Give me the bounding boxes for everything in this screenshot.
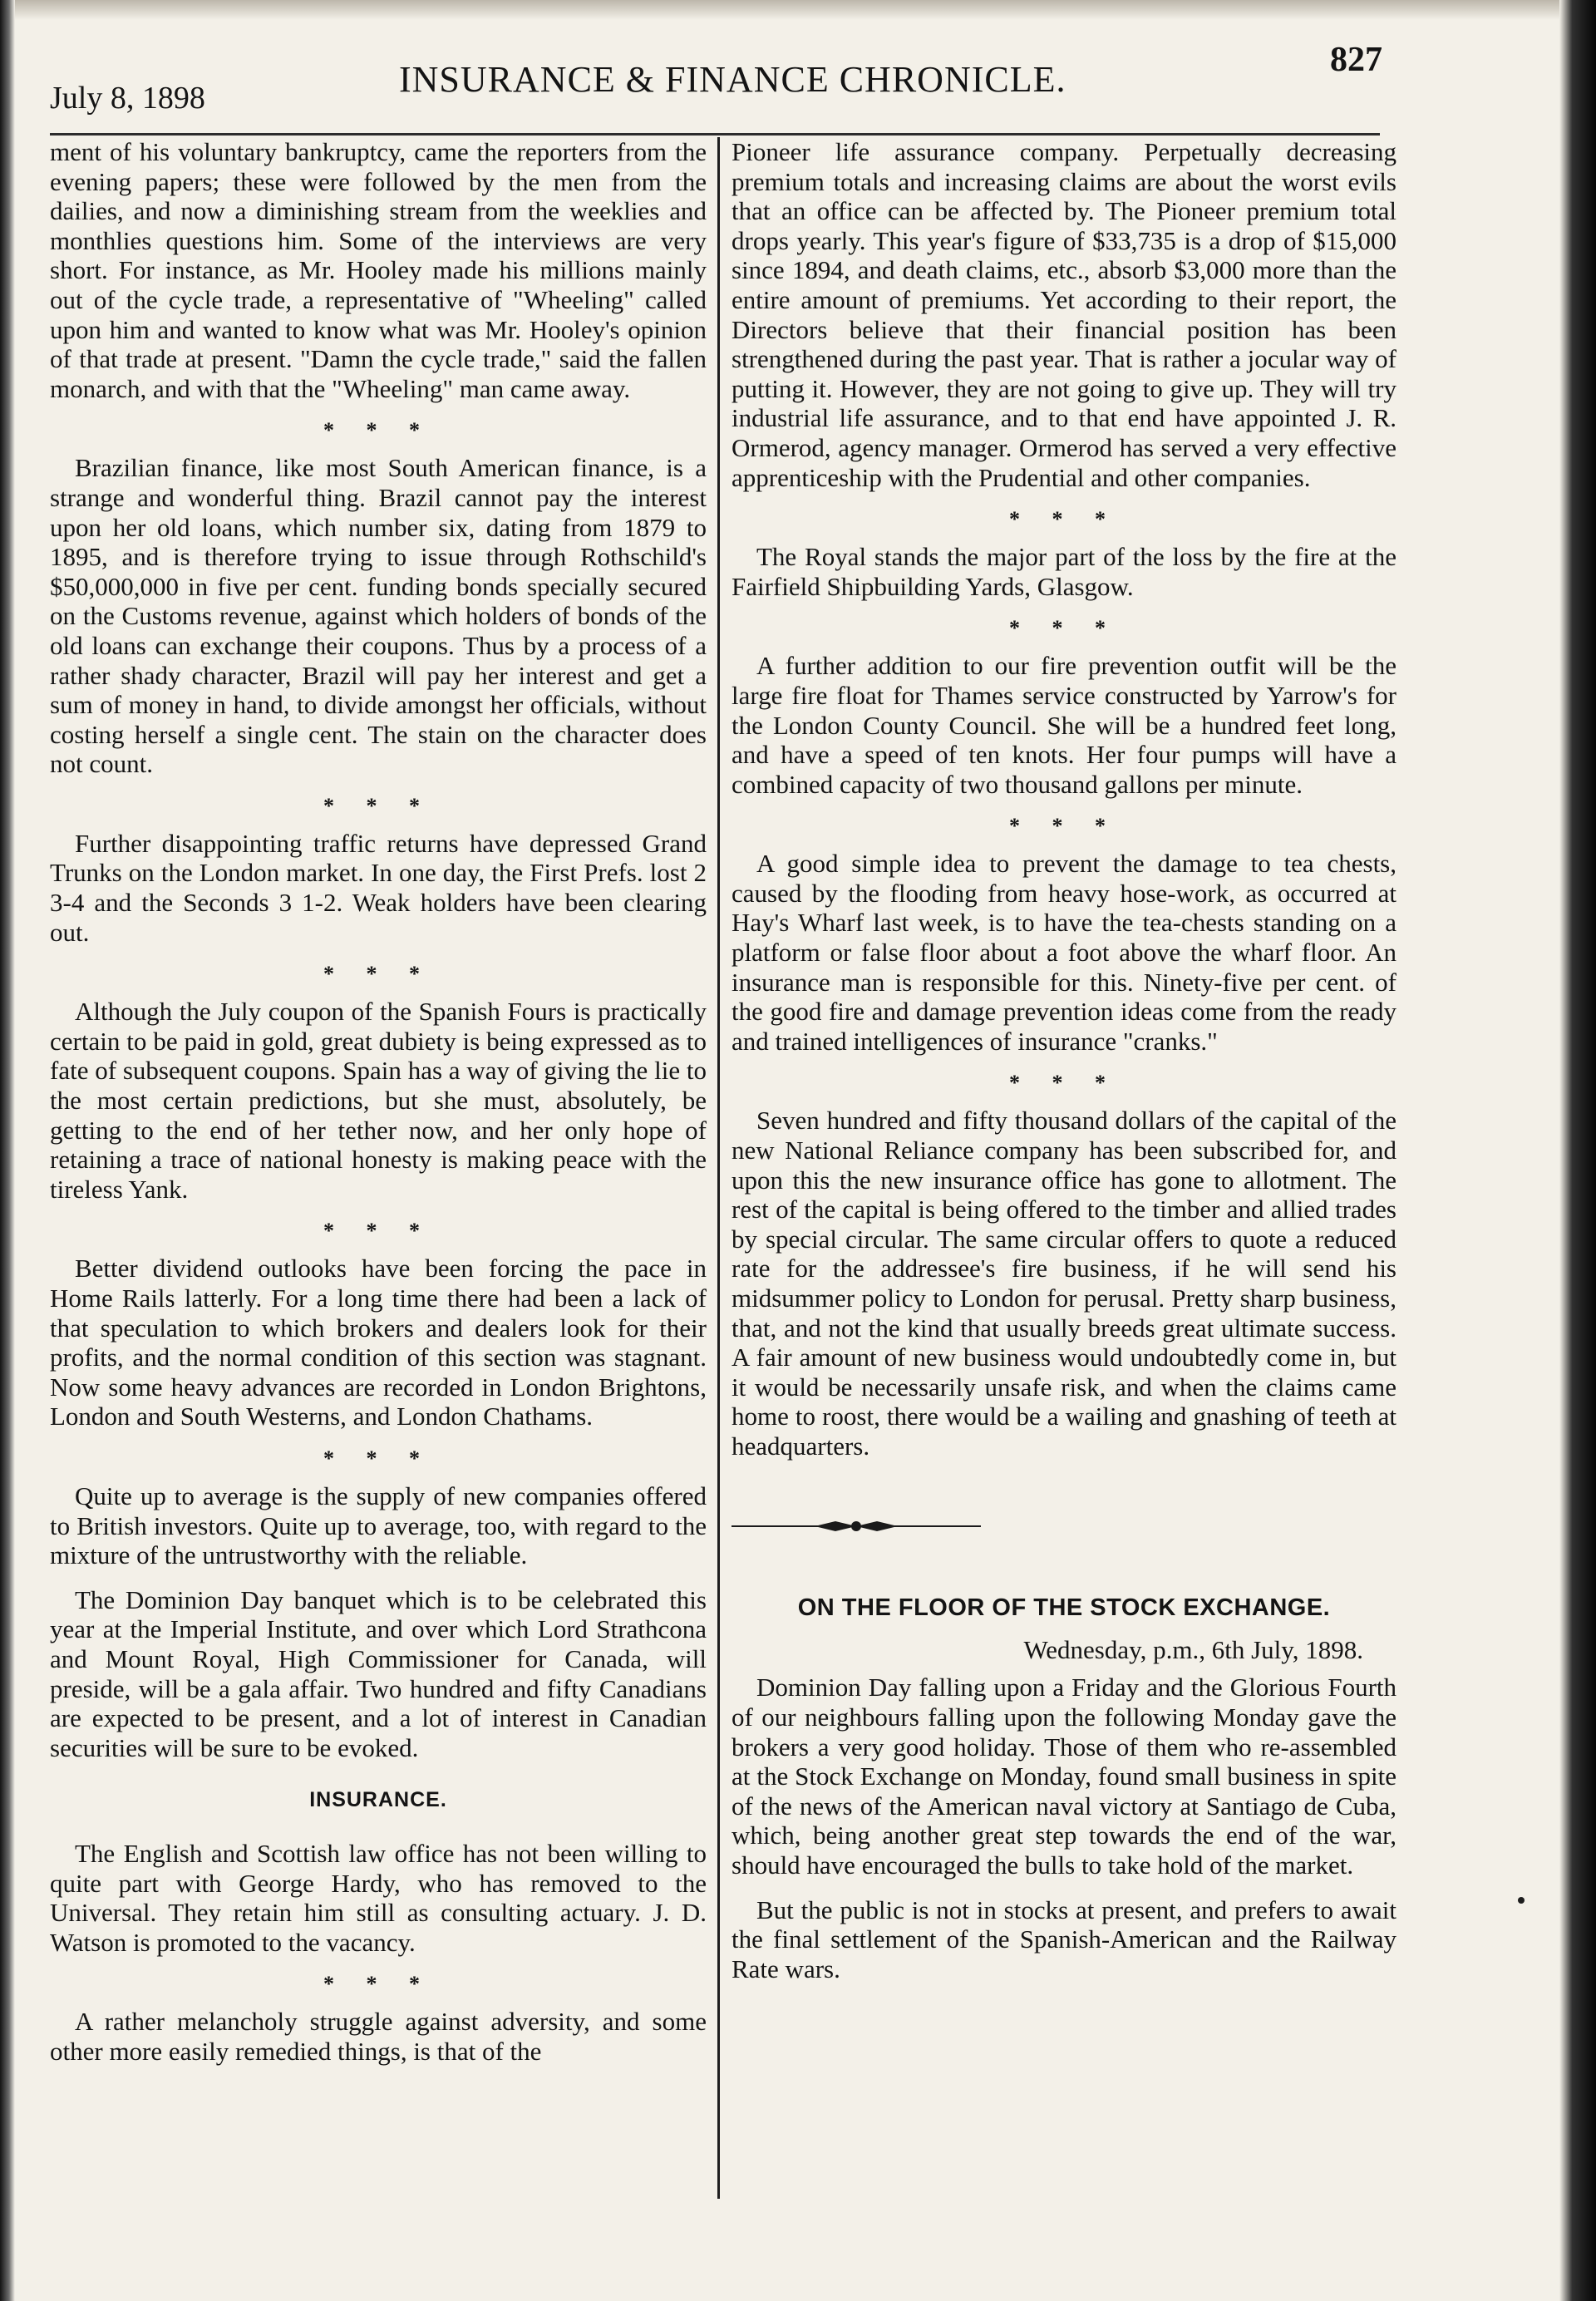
- page-number: 827: [1330, 41, 1382, 79]
- article-paragraph: A good simple idea to prevent the damage to tea chests, caused by the flooding from heavy hose-work, as occurred at Hay's Wharf last week, is to have the tea-chests standing on a platform or false floor about a foot above the wharf floor. An insurance man is responsible for this. Ninety-five per cent. of the good fire and damage prevention ideas come from the ready and trained intelligences of insurance "cranks.": [732, 849, 1396, 1056]
- article-paragraph: Further disappointing traffic returns have depressed Grand Trunks on the London market. In one day, the First Prefs. lost 2 3-4 and the Seconds 3 1-2. Weak holders have been clearing out.: [50, 828, 707, 947]
- article-paragraph: A further addition to our fire prevention outfit will be the large fire float for Thames service constructed by Yarrow's for the London County Council. She will be a hundred feet long, and have a speed of ten knots. Her four pumps will have a combined capacity of two thousand gallons per minute.: [732, 651, 1396, 799]
- publication-title: INSURANCE & FINANCE CHRONICLE.: [399, 59, 1066, 100]
- section-separator: * * *: [323, 1446, 433, 1471]
- article-paragraph: Dominion Day falling upon a Friday and the Glorious Fourth of our neighbours falling upon the following Monday gave the brokers a very good holiday. Those of them who re-assembled at the Stock Exchange on Monday, found small business in spite of the news of the American naval victory at Santiago de Cuba, which, being another great step towards the end of the war, should have encouraged the bulls to take hold of the market.: [732, 1673, 1396, 1880]
- section-separator: * * *: [1009, 814, 1119, 839]
- ornament-divider: [732, 1516, 981, 1536]
- section-separator: * * *: [323, 962, 433, 987]
- article-paragraph: Better dividend outlooks have been forcing the pace in Home Rails latterly. For a long time there had been a lack of that speculation to which brokers and dealers look for their profits, and the normal condition of this section was stagnant. Now some heavy advances are recorded in London Brightons, London and South Westerns, and London Chathams.: [50, 1254, 707, 1431]
- section-separator: * * *: [1009, 616, 1119, 641]
- page-edge-top: [0, 0, 1596, 20]
- report-dateline: Wednesday, p.m., 6th July, 1898.: [1023, 1634, 1363, 1664]
- section-separator: * * *: [323, 1972, 433, 1997]
- ink-spot: [1518, 1897, 1525, 1904]
- article-paragraph: The Royal stands the major part of the loss by the fire at the Fairfield Shipbuilding Yards, Glasgow.: [732, 542, 1396, 601]
- article-paragraph: Brazilian finance, like most South American finance, is a strange and wonderful thing. Brazil cannot pay the interest upon her old loans, which number six, dating from 1879 to 1895, and is therefore trying to issue through Rothschild's $50,000,000 in five per cent. funding bonds specially secured on the Customs revenue, against which holders of bonds of the old loans can exchange their coupons. Thus by a process of a rather shady character, Brazil will pay her interest and get a sum of money in hand, to divide amongst her officials, without costing herself a single cent. The stain on the character does not count.: [50, 453, 707, 779]
- article-paragraph: The English and Scottish law office has not been willing to quite part with George Hardy, who has removed to the Universal. They retain him still as consulting actuary. J. D. Watson is promoted to the vacancy.: [50, 1838, 707, 1957]
- column-divider: [717, 137, 720, 2199]
- article-paragraph: Quite up to average is the supply of new companies offered to British investors. Quite up to average, too, with regard to the mixture of the untrustworthy with the reliable.: [50, 1481, 707, 1570]
- right-column: [732, 137, 1396, 1998]
- section-separator: * * *: [323, 1219, 433, 1244]
- issue-date: July 8, 1898: [50, 81, 205, 116]
- insurance-subheading: INSURANCE.: [309, 1788, 447, 1812]
- left-column: [50, 137, 707, 2081]
- section-separator: * * *: [323, 793, 433, 818]
- section-separator: * * *: [323, 418, 433, 443]
- page-edge-left: [0, 0, 15, 2301]
- page-header: [50, 40, 1380, 131]
- article-paragraph: Pioneer life assurance company. Perpetually decreasing premium totals and increasing claims are about the worst evils that an office can be affected by. The Pioneer premium total drops yearly. This year's figure of $33,735 is a drop of $15,000 since 1894, and death claims, etc., absorb $3,000 more than the entire amount of premiums. Yet according to their report, the Directors believe that their financial position has been strengthened during the past year. That is rather a jocular way of putting it. However, they are not going to give up. They will try industrial life assurance, and to that end have appointed J. R. Ormerod, agency manager. Ormerod has served a very effective apprenticeship with the Prudential and other companies.: [732, 137, 1396, 492]
- section-separator: * * *: [1009, 507, 1119, 532]
- header-rule: [50, 133, 1380, 135]
- page-edge-right: [1559, 0, 1596, 2301]
- article-paragraph: Seven hundred and fifty thousand dollars of the capital of the new National Reliance company has been subscribed for, and upon this the new insurance office has gone to allotment. The rest of the capital is being offered to the timber and allied trades by special circular. The same circular offers to quote a reduced rate for the addressee's fire business, if he will send his midsummer policy to London for perusal. Pretty sharp business, that, and not the kind that usually breeds great ultimate success. A fair amount of new business would undoubtedly come in, but it would be necessarily unsafe risk, and when the claims came home to roost, there would be a wailing and gnashing of teeth at headquarters.: [732, 1106, 1396, 1461]
- article-paragraph: Although the July coupon of the Spanish Fours is practically certain to be paid in gold, great dubiety is being expressed as to fate of subsequent coupons. Spain has a way of giving the lie to the most certain predictions, but she must, absolutely, be getting to the end of her tether now, and her only hope of retaining a trace of national honesty is making peace with the tireless Yank.: [50, 997, 707, 1204]
- article-paragraph: But the public is not in stocks at present, and prefers to await the final settlement of the Spanish-American and the Railway Rate wars.: [732, 1895, 1396, 1983]
- article-paragraph: A rather melancholy struggle against adversity, and some other more easily remedied things, is that of the: [50, 2007, 707, 2066]
- article-paragraph: ment of his voluntary bankruptcy, came the reporters from the evening papers; these were followed by the men from the dailies, and now a diminishing stream from the weeklies and monthlies questions him. Some of the interviews are very short. For instance, as Mr. Hooley made his millions mainly out of the cycle trade, a representative of "Wheeling" called upon him and wanted to know what was Mr. Hooley's opinion of that trade at present. "Damn the cycle trade," said the fallen monarch, and with that the "Wheeling" man came away.: [50, 137, 707, 403]
- stock-exchange-heading: ON THE FLOOR OF THE STOCK EXCHANGE.: [797, 1594, 1331, 1622]
- section-separator: * * *: [1009, 1071, 1119, 1096]
- article-paragraph: The Dominion Day banquet which is to be celebrated this year at the Imperial Institute, and over which Lord Strathcona and Mount Royal, High Commissioner for Canada, will preside, will be a gala affair. Two hundred and fifty Canadians are expected to be present, and a lot of interest in Canadian securities will be sure to be evoked.: [50, 1584, 707, 1762]
